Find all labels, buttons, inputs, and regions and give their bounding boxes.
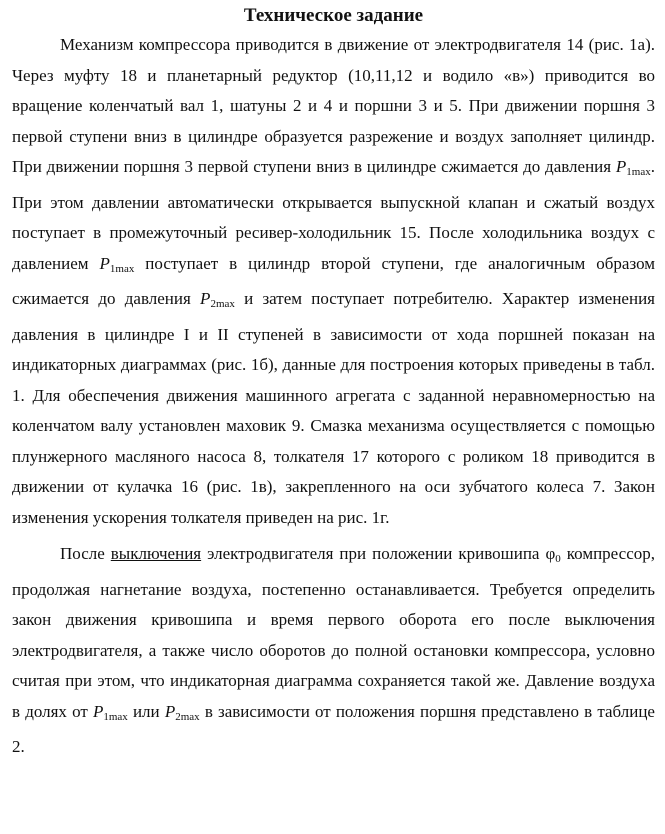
text-run: поступает в цилиндр второй ступени, где аналогичным образом сжимается до давления [12, 253, 656, 308]
symbol-p: P [99, 253, 110, 273]
subscript: 1max [109, 262, 135, 275]
text-run: . При этом давлении автоматически открывается выпускной клапан и сжатый воздух поступает в промежуточный ресивер-холодильник 15. После холодильника воздух с давлением [12, 157, 655, 273]
underlined-word: выключения [110, 544, 202, 563]
text-run: электродвигателя при положении кривошипа φ [201, 544, 556, 563]
symbol-p: P [615, 157, 627, 176]
text-run: в зависимости от положения поршня представлено в таблице 2. [12, 701, 655, 756]
paragraph-task-statement [12, 539, 655, 763]
subscript: 0 [555, 553, 561, 565]
symbol-p: P [164, 701, 176, 721]
text-run: После [60, 544, 111, 563]
paragraph-mechanism-description [12, 30, 655, 533]
text-run: Механизм компрессора приводится в движение от электродвигателя 14 (рис. 1а). Через муфту 18 и планетарный редуктор (10,11,12 и водило «в») приводится во вращение коленчатый вал 1, шатуны 2 и 4 и поршни 3 и 5. При движении поршня 3 первой ступени вниз в цилиндре образуется разрежение и воздух заполняет цилиндр. При движении поршня 3 первой ступени вниз в цилиндре сжимается до давления [12, 35, 655, 176]
subscript: 1max [626, 166, 651, 178]
text-run: компрессор, продолжая нагнетание воздуха, постепенно останавливается. Требуется определить закон движения кривошипа и время первого оборота его после выключения электродвигателя, а также число оборотов до полной остановки компрессора, условно считая при этом, что индикаторная диаграмма сохраняется такой же. Давление воздуха в долях от [12, 544, 655, 721]
subscript: 2max [210, 298, 235, 310]
text-run: или [127, 701, 165, 721]
subscript: 1max [103, 710, 128, 723]
text-run: и затем поступает потребителю. Характер изменения давления в цилиндре I и II ступеней в зависимости от хода поршней показан на индикаторных диаграммах (рис. 1б), данные для построения которых приведены в табл. 1. Для обеспечения движения машинного агрегата с заданной неравномерностью на коленчатом валу установлен маховик 9. Смазка механизма осуществляется с помощью плунжерного масляного насоса 8, толкателя 17 которого с роликом 18 приводится в движении от кулачка 16 (рис. 1в), закрепленного на оси зубчатого колеса 7. Закон изменения ускорения толкателя приведен на рис. 1г. [12, 289, 655, 527]
document-title: Техническое задание [243, 5, 424, 26]
symbol-p: P [200, 289, 211, 308]
symbol-p: P [92, 701, 104, 721]
subscript: 2max [175, 710, 200, 723]
